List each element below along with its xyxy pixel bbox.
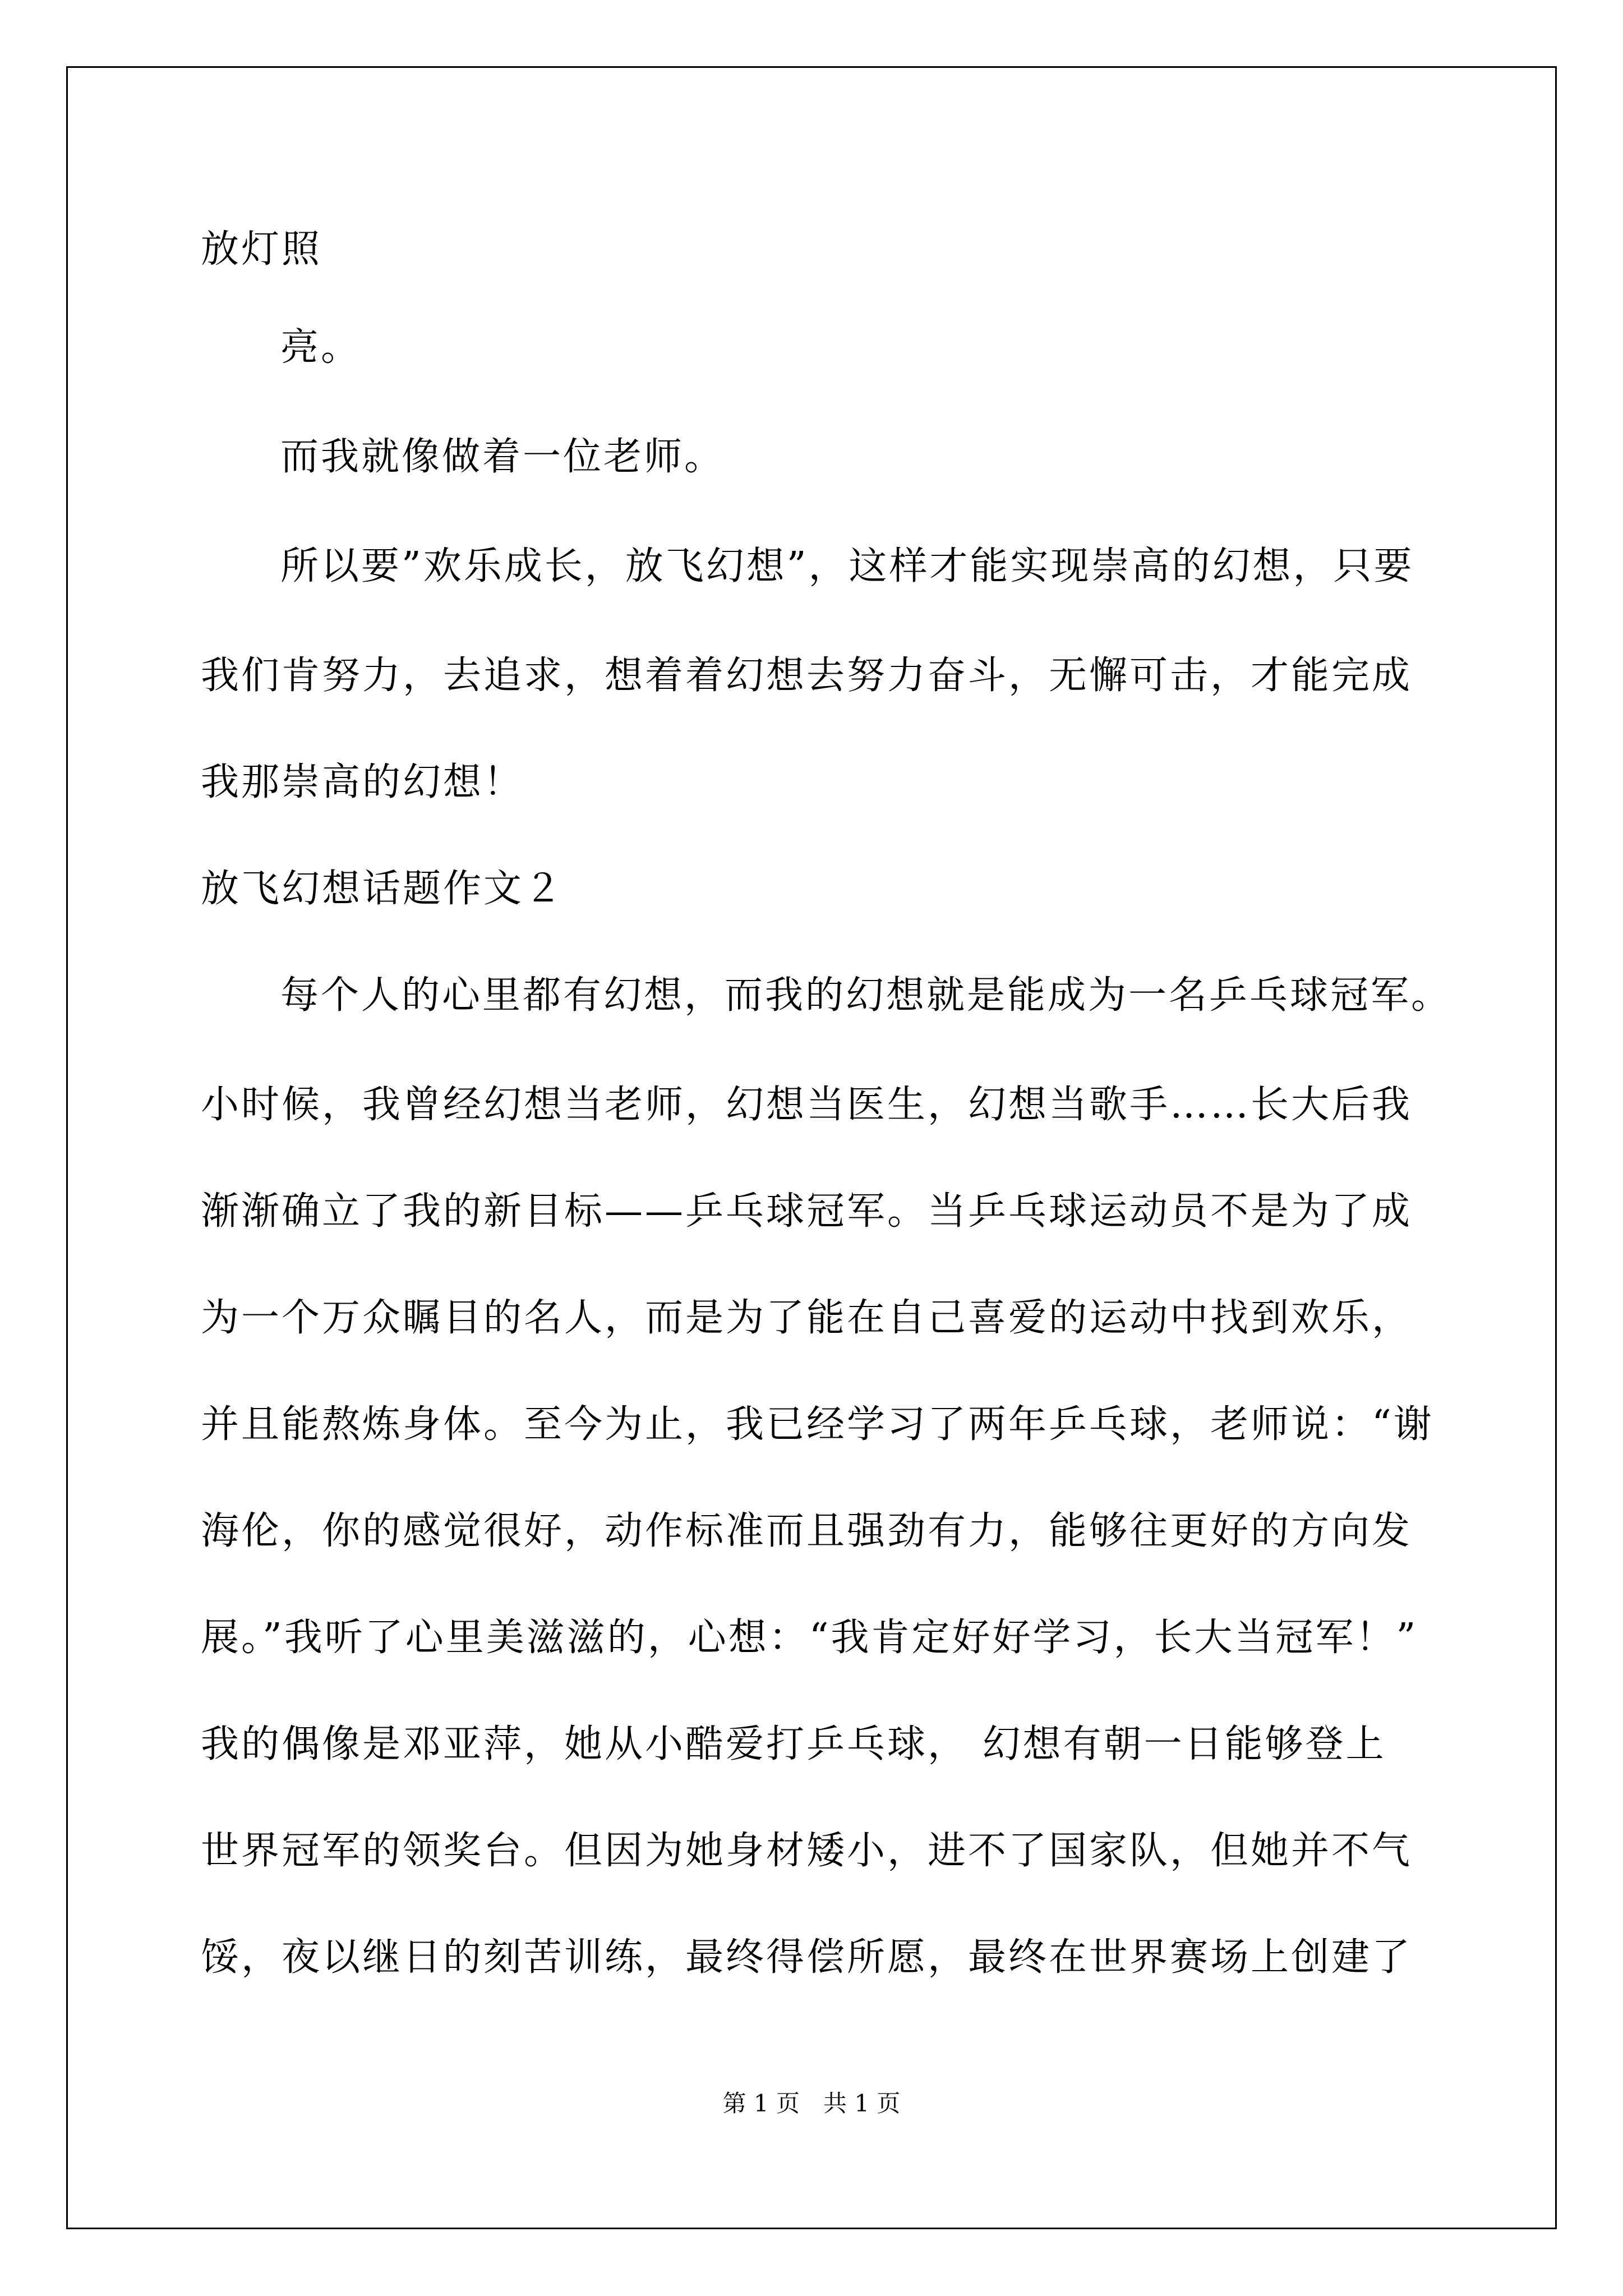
text-line-2: 亮。 <box>280 325 362 370</box>
text-line-3: 而我就像做着一位老师。 <box>280 435 725 479</box>
text-line-12: 并且能熬炼身体。至今为止，我已经学习了两年乒乓球，老师说：“谢 <box>201 1402 1434 1447</box>
text-line-1: 放灯照 <box>201 227 322 272</box>
text-line-6: 我那崇高的幻想！ <box>201 760 524 804</box>
text-line-4: 所以要”欢乐成长，放飞幻想”，这样才能实现崇高的幻想，只要 <box>280 544 1414 588</box>
text-line-9: 小时候，我曾经幻想当老师，幻想当医生，幻想当歌手……长大后我 <box>201 1083 1413 1127</box>
text-line-16: 世界冠军的领奖台。但因为她身材矮小，进不了国家队，但她并不气 <box>201 1829 1413 1873</box>
text-line-14: 展。”我听了心里美滋滋的，心想：“我肯定好好学习，长大当冠军！” <box>201 1616 1418 1660</box>
text-line-11: 为一个万众瞩目的名人，而是为了能在自己喜爱的运动中找到欢乐， <box>201 1296 1413 1340</box>
text-line-8: 每个人的心里都有幻想，而我的幻想就是能成为一名乒乓球冠军。 <box>280 973 1452 1018</box>
text-line-13: 海伦，你的感觉很好，动作标准而且强劲有力，能够往更好的方向发 <box>201 1509 1413 1553</box>
section-heading: 放飞幻想话题作文２ <box>201 867 565 911</box>
text-line-17: 馁，夜以继日的刻苦训练，最终得偿所愿，最终在世界赛场上创建了 <box>201 1935 1413 1980</box>
text-line-10: 渐渐确立了我的新目标——乒乓球冠军。当乒乓球运动员不是为了成 <box>201 1189 1413 1234</box>
page-border <box>66 66 1557 2229</box>
page-footer: 第 1 页 共 1 页 <box>722 2090 901 2117</box>
text-line-15: 我的偶像是邓亚萍，她从小酷爱打乒乓球， 幻想有朝一日能够登上 <box>201 1722 1386 1766</box>
text-line-5: 我们肯努力，去追求，想着着幻想去努力奋斗，无懈可击，才能完成 <box>201 654 1413 698</box>
